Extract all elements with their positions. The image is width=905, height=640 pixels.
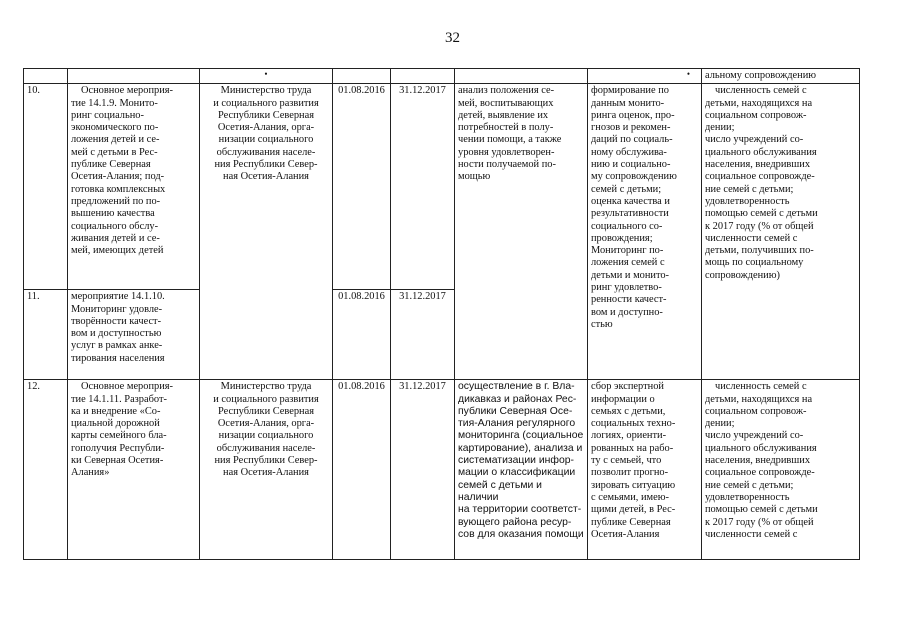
executor-cell: Министерство труда и социального развития Республики Северная Осетия-Алания, орга- низации социального обслуживания населе- ния Республики Север- ная Осетия-Алания	[200, 380, 333, 560]
measure-name: мероприятие 14.1.10. Мониторинг удовле- творённости качест- вом и доступностью услуг в рамках анке- тирования населения	[68, 290, 200, 380]
table-row	[24, 84, 860, 290]
row-number: 11.	[24, 290, 68, 380]
page-number: 32	[445, 30, 460, 46]
scan-mark: •	[264, 69, 268, 79]
measure-name: Основное мероприя- тие 14.1.11. Разработ- ка и внедрение «Со- циальной дорожной карты семейного бла- гополучия Республи- ки Северная Осетия- Алания»	[68, 380, 200, 560]
indicators-cell: численность семей с детьми, находящихся на социальном сопровож- дении; число учреждений со- циального обслуживания населения, внедривших социальное сопровожде- ние семей с детьми; удовлетворенность помощью семей с детьми к 2017 году (% от общей численности семей с	[702, 380, 860, 560]
start-date: 01.08.2016	[333, 290, 391, 380]
start-date: 01.08.2016	[333, 380, 391, 560]
measures-table	[23, 68, 860, 560]
end-date: 31.12.2017	[391, 290, 455, 380]
row-number: 12.	[24, 380, 68, 560]
end-date: 31.12.2017	[391, 84, 455, 290]
result-cell: сбор экспертной информации о семьях с детьми, социальных техно- логиях, ориенти- рованных на рабо- ту с семьей, что позволит прогно- зировать ситуацию с семьями, имею- щими детей, в Рес- публике Северная Осетия-Алания	[588, 380, 702, 560]
start-date: 01.08.2016	[333, 84, 391, 290]
content-cell: осуществление в г. Вла- дикавказ и районах Рес- публики Северная Осе- тия-Алания регулярного мониторинга (социальное картирование), анализа и систематизации инфор- мации о классификации семей с детьми и наличии на территории соответст- вующего района ресур- сов для оказания помощи	[455, 380, 588, 560]
end-date: 31.12.2017	[391, 380, 455, 560]
table-row	[24, 380, 860, 560]
content-cell: анализ положения се- мей, воспитывающих детей, выявление их потребностей в полу- чении помощи, а также уровня удовлетворен- ности получаемой по- мощью	[455, 84, 588, 380]
executor-cell: Министерство труда и социального развития Республики Северная Осетия-Алания, орга- низации социального обслуживания населе- ния Республики Север- ная Осетия-Алания	[200, 84, 333, 380]
indicators-cell: численность семей с детьми, находящихся на социальном сопровож- дении; число учреждений со- циального обслуживания населения, внедривших социальное сопровожде- ние семей с детьми; удовлетворенность помощью семей с детьми к 2017 году (% от общей численности семей с детьми, получивших по- мощь по социальному сопровождению)	[702, 84, 860, 380]
measure-name: Основное мероприя- тие 14.1.9. Монито- ринг социально- экономического по- ложения детей и се- мей с детьми в Рес- публике Северная Осетия-Алания; под- готовка комплексных предложений по по- вышению качества социального обслу- живания детей и се- мей, имеющих детей	[68, 84, 200, 290]
continuation-indicators: альному сопровождению	[702, 69, 860, 84]
row-number: 10.	[24, 84, 68, 290]
continuation-row	[24, 69, 860, 84]
scan-mark: •	[686, 69, 690, 79]
result-cell: формирование по данным монито- ринга оценок, про- гнозов и рекомен- даций по социаль- ному обслужива- нию и социально- му сопровождению семей с детьми; оценка качества и результативности социального со- провождения; Мониторинг по- ложения семей с детьми и монито- ринг удовлетво- ренности качест- вом и доступно- стью	[588, 84, 702, 380]
